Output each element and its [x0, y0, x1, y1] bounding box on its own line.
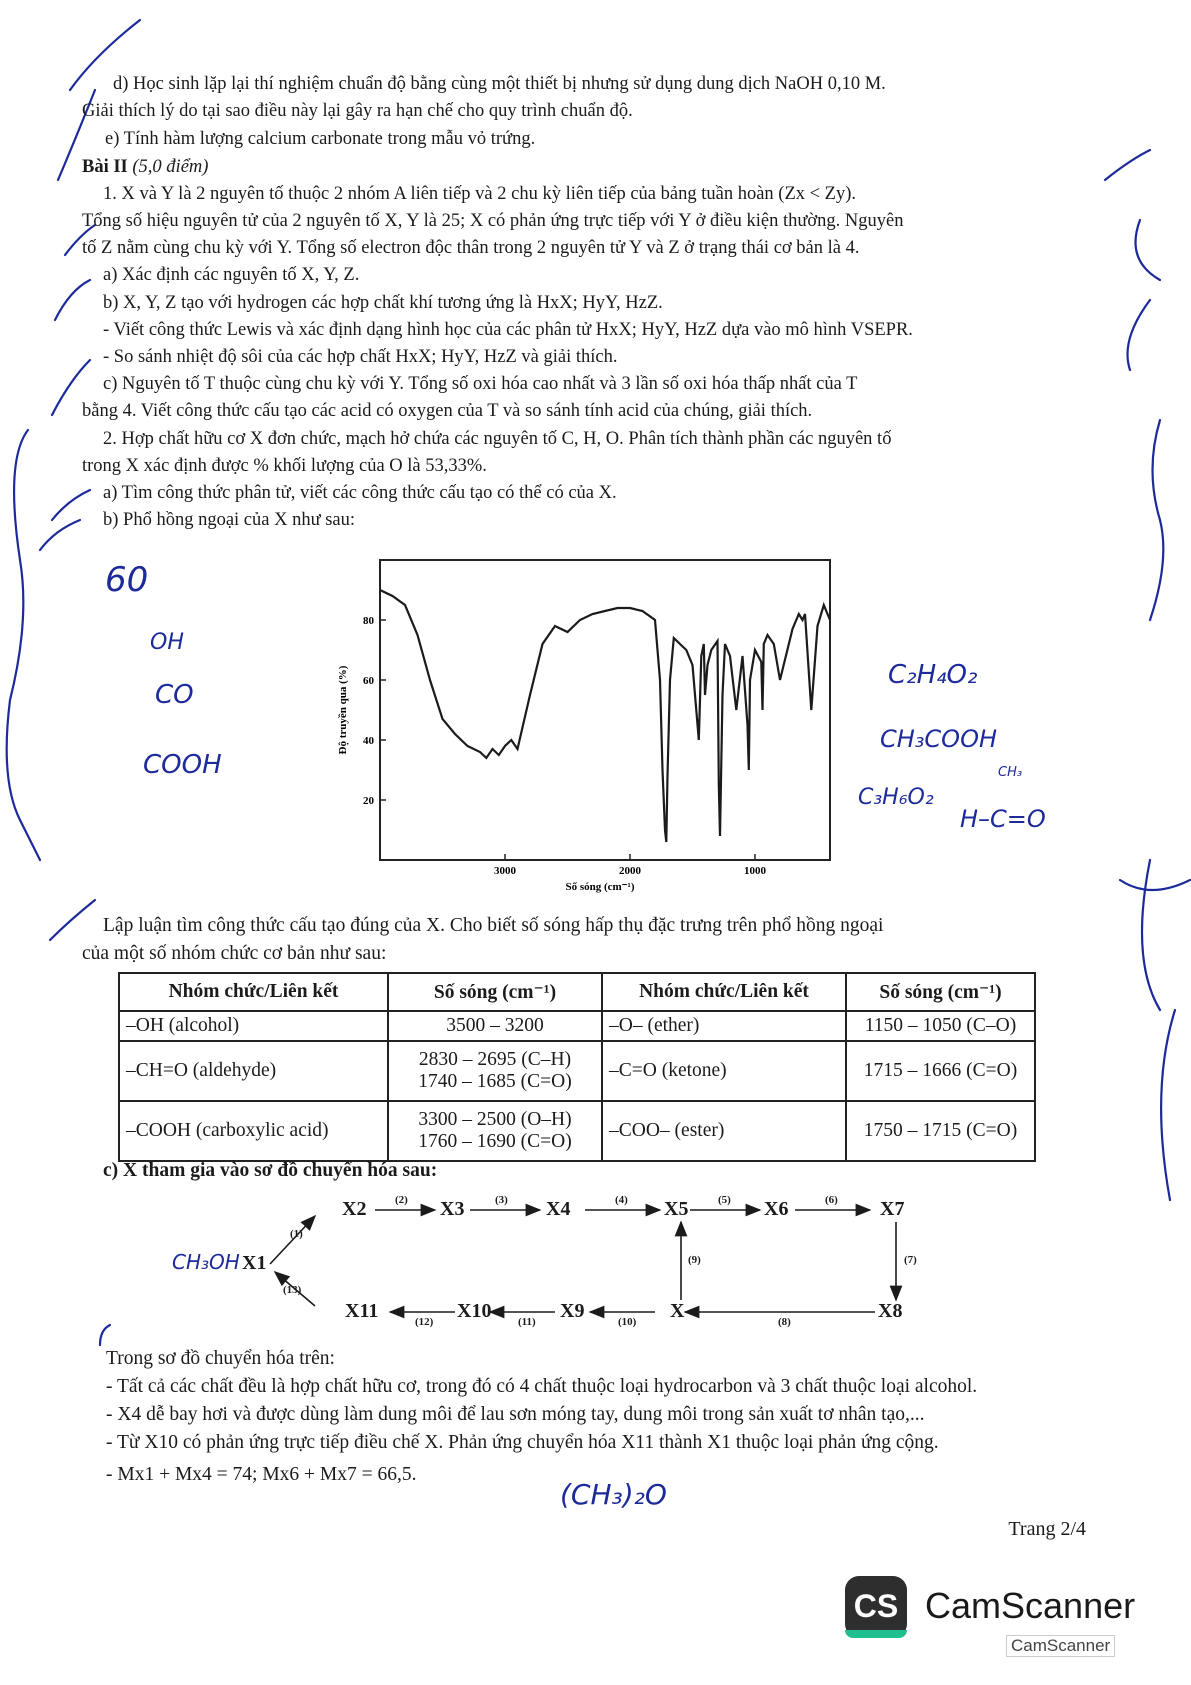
scheme-notes-heading: Trong sơ đồ chuyển hóa trên: — [106, 1348, 335, 1369]
ir-x-tick-label: 2000 — [619, 865, 641, 877]
handwritten-cooh: COOH — [143, 750, 222, 780]
table-cell-line: 3300 – 2500 (O–H) — [418, 1109, 572, 1130]
handwritten-x1-note: CH₃OH — [172, 1250, 240, 1274]
scheme-step-1: (1) — [290, 1228, 303, 1240]
scheme-step-13: (13) — [283, 1284, 302, 1296]
question-2c: c) X tham gia vào sơ đồ chuyển hóa sau: — [103, 1160, 438, 1181]
scheme-step-2: (2) — [395, 1194, 408, 1206]
section-title: Bài II — [82, 157, 128, 177]
table-row — [119, 1101, 1035, 1161]
table-header-cell: Nhóm chức/Liên kết — [602, 973, 846, 1011]
handwritten-bottom-formula: (CH₃)₂O — [560, 1478, 667, 1511]
scheme-node-x2: X2 — [342, 1198, 367, 1220]
scheme-step-11: (11) — [518, 1316, 536, 1328]
scheme-note-3: - Từ X10 có phản ứng trực tiếp điều chế X. Phản ứng chuyển hóa X11 thành X1 thuộc loại phản ứng cộng. — [106, 1432, 939, 1453]
scheme-step-3: (3) — [495, 1194, 508, 1206]
question-2a: a) Tìm công thức phân tử, viết các công thức cấu tạo có thể có của X. — [103, 483, 617, 503]
scheme-step-9: (9) — [688, 1254, 701, 1266]
question-1-line-2: Tổng số hiệu nguyên tử của 2 nguyên tố X, Y là 25; X có phản ứng trực tiếp với Y ở điều kiện thường. Nguyên — [82, 211, 904, 231]
handwritten-ch3: CH₃ — [998, 765, 1023, 780]
section-points: (5,0 điểm) — [132, 157, 209, 177]
question-2b-reasoning: Lập luận tìm công thức cấu tạo đúng của X. Cho biết số sóng hấp thụ đặc trưng trên phổ hồng ngoại — [103, 915, 884, 936]
scheme-note-1: - Tất cả các chất đều là hợp chất hữu cơ, trong đó có 4 chất thuộc loại hydrocarbon và 3 chất thuộc loại alcohol. — [106, 1376, 978, 1397]
table-cell: –CH=O (aldehyde) — [119, 1041, 388, 1101]
scheme-note-4: - Mx1 + Mx4 = 74; Mx6 + Mx7 = 66,5. — [106, 1464, 417, 1485]
question-1-line-1: 1. X và Y là 2 nguyên tố thuộc 2 nhóm A liên tiếp và 2 chu kỳ liên tiếp của bảng tuần hoàn (Zx < Zy). — [103, 184, 857, 204]
handwritten-oh: OH — [150, 630, 184, 655]
ir-y-tick-label: 60 — [363, 675, 374, 687]
ir-absorption-table — [118, 972, 1036, 1162]
ir-y-axis-label: Độ truyền qua (%) — [337, 665, 349, 755]
text-line-d: d) Học sinh lặp lại thí nghiệm chuẩn độ bằng cùng một thiết bị nhưng sử dụng dung dịch NaOH 0,10 M. — [113, 74, 886, 94]
ir-x-axis-label: Số sóng (cm⁻¹) — [565, 881, 635, 893]
page-number: Trang 2/4 — [1008, 1518, 1086, 1540]
table-cell: 1150 – 1050 (C–O) — [846, 1011, 1035, 1041]
scheme-step-10: (10) — [618, 1316, 637, 1328]
question-2b-reasoning-cont: của một số nhóm chức cơ bản như sau: — [82, 943, 387, 964]
scheme-node-x11: X11 — [345, 1300, 379, 1322]
question-2-line-1: 2. Hợp chất hữu cơ X đơn chức, mạch hở chứa các nguyên tố C, H, O. Phân tích thành phần các nguyên tố — [103, 429, 892, 449]
table-header-cell: Số sóng (cm⁻¹) — [846, 973, 1035, 1011]
question-1a: a) Xác định các nguyên tố X, Y, Z. — [103, 265, 360, 285]
table-cell: –COO– (ester) — [602, 1101, 846, 1161]
text-line-d-cont: Giải thích lý do tại sao điều này lại gây ra hạn chế cho quy trình chuẩn độ. — [82, 101, 633, 121]
scheme-note-2: - X4 dễ bay hơi và được dùng làm dung môi để lau sơn móng tay, dung môi trong sản xuất tơ nhân tạo,... — [106, 1404, 925, 1425]
table-cell — [388, 1101, 602, 1161]
camscanner-watermark: CamScanner — [1006, 1635, 1115, 1657]
table-header-row — [119, 973, 1035, 1011]
handwritten-formula-c3h6o2: C₃H₆O₂ — [858, 785, 934, 810]
scheme-node-x: X — [670, 1300, 685, 1322]
table-cell: –O– (ether) — [602, 1011, 846, 1041]
scheme-step-5: (5) — [718, 1194, 731, 1206]
camscanner-logo-icon: CS — [845, 1576, 907, 1638]
scheme-node-x9: X9 — [560, 1300, 585, 1322]
table-cell: –OH (alcohol) — [119, 1011, 388, 1041]
scheme-node-x3: X3 — [440, 1198, 465, 1220]
ir-spectrum-chart — [300, 540, 840, 900]
ir-y-tick-label: 80 — [363, 615, 374, 627]
table-cell — [388, 1041, 602, 1101]
question-1c: c) Nguyên tố T thuộc cùng chu kỳ với Y. Tổng số oxi hóa cao nhất và 3 lần số oxi hóa thấp nhất của T — [103, 374, 858, 394]
scheme-step-4: (4) — [615, 1194, 628, 1206]
scheme-node-x8: X8 — [878, 1300, 903, 1322]
table-cell-line: 1740 – 1685 (C=O) — [418, 1071, 572, 1092]
question-1-line-3: tố Z nằm cùng chu kỳ với Y. Tổng số electron độc thân trong 2 nguyên tử Y và Z ở trạng thái cơ bản là 4. — [82, 238, 860, 258]
scheme-node-x7: X7 — [880, 1198, 905, 1220]
scheme-node-x1: X1 — [242, 1252, 267, 1274]
question-1c-cont: bằng 4. Viết công thức cấu tạo các acid có oxygen của T và so sánh tính acid của chúng, giải thích. — [82, 401, 813, 421]
ir-spectrum-line — [380, 590, 830, 842]
handwritten-co: CO — [155, 680, 194, 710]
question-2-line-2: trong X xác định được % khối lượng của O là 53,33%. — [82, 456, 487, 476]
table-cell: 3500 – 3200 — [388, 1011, 602, 1041]
table-cell: –COOH (carboxylic acid) — [119, 1101, 388, 1161]
table-header-cell: Số sóng (cm⁻¹) — [388, 973, 602, 1011]
question-1b-boiling: - So sánh nhiệt độ sôi của các hợp chất HxX; HyY, HzZ và giải thích. — [103, 347, 618, 367]
table-cell: –C=O (ketone) — [602, 1041, 846, 1101]
table-header-cell: Nhóm chức/Liên kết — [119, 973, 388, 1011]
table-cell-line: 2830 – 2695 (C–H) — [418, 1049, 572, 1070]
handwritten-aldehyde-group: H–C=O — [960, 805, 1046, 833]
table-cell-line: 1760 – 1690 (C=O) — [418, 1131, 572, 1152]
question-2b: b) Phổ hồng ngoại của X như sau: — [103, 510, 356, 530]
handwritten-60: 60 — [105, 560, 149, 600]
question-1b: b) X, Y, Z tạo với hydrogen các hợp chất khí tương ứng là HxX; HyY, HzZ. — [103, 293, 663, 313]
scheme-node-x4: X4 — [546, 1198, 571, 1220]
scheme-step-6: (6) — [825, 1194, 838, 1206]
table-cell: 1715 – 1666 (C=O) — [846, 1041, 1035, 1101]
table-cell: 1750 – 1715 (C=O) — [846, 1101, 1035, 1161]
ir-y-tick-label: 20 — [363, 795, 374, 807]
scheme-step-12: (12) — [415, 1316, 434, 1328]
text-line-e: e) Tính hàm lượng calcium carbonate trong mẫu vỏ trứng. — [105, 129, 536, 149]
table-row — [119, 1011, 1035, 1041]
section-heading — [82, 156, 208, 178]
handwritten-formula-c2h4o2: C₂H₄O₂ — [888, 660, 978, 690]
scheme-step-8: (8) — [778, 1316, 791, 1328]
scheme-node-x5: X5 — [664, 1198, 689, 1220]
ir-y-tick-label: 40 — [363, 735, 374, 747]
ir-x-tick-label: 3000 — [494, 865, 516, 877]
question-1b-lewis: - Viết công thức Lewis và xác định dạng hình học của các phân tử HxX; HyY, HzZ dựa vào mô hình VSEPR. — [103, 320, 913, 340]
scheme-step-7: (7) — [904, 1254, 917, 1266]
conversion-scheme — [170, 1188, 930, 1336]
table-row — [119, 1041, 1035, 1101]
scheme-node-x6: X6 — [764, 1198, 789, 1220]
ir-x-tick-label: 1000 — [744, 865, 766, 877]
camscanner-brand: CamScanner — [925, 1585, 1136, 1626]
scheme-node-x10: X10 — [457, 1300, 492, 1322]
handwritten-acetic-acid: CH₃COOH — [880, 725, 998, 753]
